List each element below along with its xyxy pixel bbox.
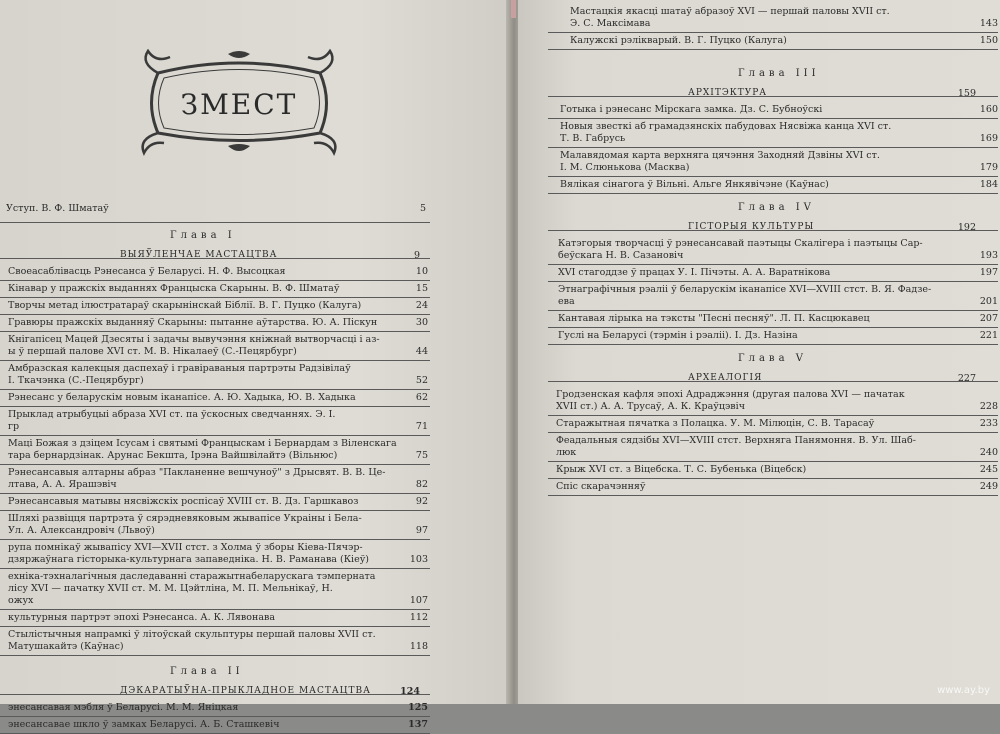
toc-entry-line: лтава, А. А. Ярашэвіч (8, 479, 117, 490)
section-page-number: 227 (957, 373, 976, 384)
divider-rule (0, 331, 430, 332)
toc-entry-page-number: 10 (415, 266, 428, 277)
section-heading: ГІСТОРЫЯ КУЛЬТУРЫ (688, 222, 815, 232)
toc-entry-line: Спіс скарачэнняў (556, 481, 646, 492)
divider-rule (548, 381, 998, 382)
divider-rule (548, 96, 998, 97)
toc-entry-line: Амбразская калекцыя даспехаў і гравіраваныя партрэты Радзівілаў (8, 363, 351, 374)
toc-entry-line: Гравюры пражскіх выданняў Скарыны: пытанне аўтарства. Ю. А. Піскун (8, 317, 378, 328)
toc-entry-line: Этнаграфічныя рэаліі ў беларускім іканапісе XVI—XVIII стст. В. Я. Фадзе- (558, 284, 932, 295)
toc-entry-line: дзяржаўнага гісторыка-культурнага запаведніка. Н. В. Раманава (Кіеў) (8, 554, 370, 565)
toc-entry-line: люк (556, 447, 577, 458)
page-title: ЗМЕСТ (180, 88, 298, 121)
toc-entry-page-number: 221 (979, 330, 998, 341)
toc-entry-page-number: 233 (979, 418, 998, 429)
toc-entry-page-number: 24 (415, 300, 428, 311)
right-page (518, 0, 1000, 704)
section-page-number: 9 (413, 250, 420, 261)
toc-entry-line: Своеасаблівасць Рэнесанса ў Беларусі. Н. Ф. Высоцкая (8, 266, 286, 277)
divider-rule (548, 193, 998, 194)
toc-entry-line: ехніка-тэхналагічныя даследаванні старажытнабеларускага тэмперната (8, 571, 376, 582)
toc-entry-page-number: 118 (409, 641, 428, 652)
toc-entry-line: Шляхі развіцця партрэта ў сярэдневяковым жывапісе Украіны і Бела- (8, 513, 362, 524)
toc-entry-line: тара бернардзінак. Арунас Бекшта, Ірэна Вайшвілайтэ (Вільнюс) (8, 450, 338, 461)
section-heading: ДЭКАРАТЫЎНА-ПРЫКЛАДНОЕ МАСТАЦТВА (120, 686, 371, 696)
watermark: www.ay.by (937, 685, 990, 696)
toc-entry-line: ы ў першай палове XVI ст. М. В. Нікалаеў (С.-Пецярбург) (8, 346, 297, 357)
toc-entry-page-number: 240 (979, 447, 998, 458)
toc-entry-line: Катэгорыя творчасці ў рэнесансавай паэтыцы Скалігера і паэтыцы Сар- (558, 238, 923, 249)
divider-rule (548, 230, 998, 231)
toc-entry-page-number: 97 (415, 525, 428, 536)
toc-entry-page-number: 249 (979, 481, 998, 492)
section-heading: АРХЕАЛОГІЯ (688, 373, 763, 383)
divider-rule (548, 49, 998, 50)
toc-entry-page-number: 107 (409, 595, 428, 606)
toc-entry-line: Т. В. Габрусь (560, 133, 626, 144)
toc-entry-line: Мастацкія якасці шатаў абразоў XVI — першай паловы XVII ст. (570, 6, 890, 17)
toc-entry-page-number: 137 (408, 719, 428, 730)
divider-rule (548, 32, 998, 33)
divider-rule (0, 314, 430, 315)
divider-rule (548, 432, 998, 433)
toc-entry-page-number: 150 (979, 35, 998, 46)
toc-entry-line: рупа помнікаў жывапісу XVI—XVII стст. з Холма ў зборы Кіева-Пячэр- (8, 542, 363, 553)
toc-entry-line: Крыж XVI ст. з Віцебска. Т. С. Бубенька (Віцебск) (556, 464, 807, 475)
toc-entry-line: лісу XVI — пачатку XVII ст. М. М. Цэйтліна, М. П. Мельнікаў, Н. (8, 583, 333, 594)
toc-entry-page-number: 71 (415, 421, 428, 432)
divider-rule (548, 461, 998, 462)
toc-entry-page-number: 193 (979, 250, 998, 261)
toc-entry-line: культурныя партрэт эпохі Рэнесанса. А. К. Лявонава (8, 612, 275, 623)
divider-rule (548, 264, 998, 265)
divider-rule (548, 118, 998, 119)
toc-entry-line: Вялікая сінагога ў Вільні. Альге Янкявічэне (Каўнас) (560, 179, 829, 190)
divider-rule (0, 626, 430, 627)
toc-entry-page-number: 228 (979, 401, 998, 412)
divider-rule (0, 716, 430, 717)
toc-entry-line: ева (558, 296, 575, 307)
divider-rule (0, 694, 430, 695)
divider-rule (0, 493, 430, 494)
toc-entry-page-number: 207 (979, 313, 998, 324)
toc-entry-line: Рэнесансавыя матывы нясвіжскіх роспісаў XVIII ст. В. Дз. Гаршкавоз (8, 496, 359, 507)
toc-entry-line: Кнігапісец Мацей Дзесяты і задачы вывучэння кніжнай вытворчасці і аз- (8, 334, 380, 345)
chapter-heading: Глава I (170, 230, 236, 241)
toc-entry-line: І. Ткачэнка (С.-Пецярбург) (8, 375, 144, 386)
divider-rule (0, 280, 430, 281)
divider-rule (548, 495, 998, 496)
section-heading: АРХІТЭКТУРА (688, 88, 768, 98)
toc-entry-page-number: 52 (415, 375, 428, 386)
toc-entry-page-number: 30 (415, 317, 428, 328)
toc-entry-page-number: 15 (415, 283, 428, 294)
toc-entry-line: Малавядомая карта верхняга цячэння Заходняй Дзвіны XVI ст. (560, 150, 880, 161)
toc-entry-line: Гродзенская кафля эпохі Адраджэння (другая палова XVI — пачатак (556, 389, 905, 400)
title-cartouche (128, 48, 350, 158)
toc-entry-line: Феадальныя сядзібы XVI—XVIII стст. Верхняга Панямоння. В. Ул. Шаб- (556, 435, 916, 446)
toc-entry-page-number: 184 (979, 179, 998, 190)
toc-entry-line: Э. С. Максімава (570, 18, 651, 29)
toc-entry-line: Прыклад атрыбуцыі абраза XVI ст. па ўскосных сведчаннях. Э. І. (8, 409, 336, 420)
toc-entry-page-number: 169 (979, 133, 998, 144)
toc-entry-line: Кінавар у пражскіх выданнях Францыска Скарыны. В. Ф. Шматаў (8, 283, 340, 294)
divider-rule (0, 222, 430, 223)
toc-entry-line: Рэнесансавыя алтарны абраз "Пакланенне вешчуноў" з Дрысвят. В. В. Це- (8, 467, 386, 478)
toc-entry-page-number: 112 (409, 612, 428, 623)
toc-entry-line: Гуслі на Беларусі (тэрмін і рэаліі). І. Дз. Назіна (558, 330, 798, 341)
toc-entry-page-number: 160 (979, 104, 998, 115)
toc-entry-page-number: 143 (979, 18, 998, 29)
toc-entry-page-number: 92 (415, 496, 428, 507)
divider-rule (548, 176, 998, 177)
divider-rule (0, 389, 430, 390)
toc-entry-line: XVII ст.) А. А. Трусаў, А. К. Краўцэвіч (556, 401, 745, 412)
divider-rule (548, 415, 998, 416)
toc-entry-line: Стылістычныя напрамкі ў літоўскай скульптуры першай паловы XVII ст. (8, 629, 376, 640)
chapter-heading: Глава II (170, 666, 244, 677)
toc-entry-line: Рэнесанс у беларускім новым іканапісе. А. Ю. Хадыка, Ю. В. Хадыка (8, 392, 356, 403)
chapter-heading: Глава IV (738, 202, 815, 213)
toc-entry-page-number: 82 (415, 479, 428, 490)
toc-entry-line: XVI стагоддзе ў працах У. І. Пічэты. А. А. Варатнікова (558, 267, 831, 278)
toc-entry-page-number: 44 (415, 346, 428, 357)
toc-entry-line: ожух (8, 595, 34, 606)
divider-rule (548, 147, 998, 148)
toc-entry-line: Ул. А. Александровіч (Львоў) (8, 525, 155, 536)
toc-entry-line: гр (8, 421, 20, 432)
toc-entry-line: І. М. Слюнькова (Масква) (560, 162, 690, 173)
section-heading: ВЫЯЎЛЕНЧАЕ МАСТАЦТВА (120, 250, 278, 260)
toc-entry-line: энесансавае шкло ў замках Беларусі. А. Б. Сташкевіч (8, 719, 280, 730)
divider-rule (0, 435, 430, 436)
toc-entry-line: Матушакайтэ (Каўнас) (8, 641, 124, 652)
divider-rule (0, 568, 430, 569)
divider-rule (548, 478, 998, 479)
toc-entry-page-number: 201 (979, 296, 998, 307)
section-page-number: 159 (957, 88, 976, 99)
toc-entry-line: беўскага Н. В. Сазановіч (558, 250, 684, 261)
toc-entry-line: Творчы метад ілюстратараў скарынінскай Біблії. В. Г. Пуцко (Калуга) (8, 300, 362, 311)
chapter-heading: Глава III (738, 68, 820, 79)
toc-entry-page-number: 75 (415, 450, 428, 461)
intro-entry-line: Уступ. В. Ф. Шматаў (6, 203, 109, 214)
divider-rule (0, 297, 430, 298)
toc-entry-page-number: 179 (979, 162, 998, 173)
bookmark-ribbon (511, 0, 516, 18)
divider-rule (0, 360, 430, 361)
divider-rule (0, 258, 430, 259)
divider-rule (548, 344, 998, 345)
toc-entry-line: Новыя звесткі аб грамадзянскіх пабудовах Нясвіжа канца XVI ст. (560, 121, 892, 132)
toc-entry-page-number: 62 (415, 392, 428, 403)
toc-entry-line: Готыка і рэнесанс Мірскага замка. Дз. С. Бубноўскі (560, 104, 823, 115)
toc-entry-line: Кантавая лірыка на тэксты "Песні песняў". Л. П. Касцюкавец (558, 313, 870, 324)
toc-entry-line: Маці Божая з дзіцем Ісусам і святымі Францыскам і Бернардам з Віленскага (8, 438, 397, 449)
intro-entry-page-number: 5 (419, 203, 426, 214)
divider-rule (548, 310, 998, 311)
divider-rule (548, 281, 998, 282)
toc-entry-line: энесансавая мэбля ў Беларусі. М. М. Яніцкая (8, 702, 239, 713)
section-page-number: 192 (957, 222, 976, 233)
divider-rule (0, 655, 430, 656)
divider-rule (0, 609, 430, 610)
toc-entry-page-number: 103 (409, 554, 428, 565)
divider-rule (0, 464, 430, 465)
section-page-number: 124 (400, 686, 420, 697)
toc-entry-page-number: 245 (979, 464, 998, 475)
divider-rule (548, 327, 998, 328)
divider-rule (0, 406, 430, 407)
divider-rule (0, 510, 430, 511)
chapter-heading: Глава V (738, 353, 807, 364)
divider-rule (0, 539, 430, 540)
toc-entry-page-number: 125 (408, 702, 428, 713)
toc-entry-page-number: 197 (979, 267, 998, 278)
toc-entry-line: Старажытная пячатка з Полацка. У. М. Мілюцін, С. В. Тарасаў (556, 418, 875, 429)
toc-entry-line: Калужскі рэлікварый. В. Г. Пуцко (Калуга) (570, 35, 787, 46)
